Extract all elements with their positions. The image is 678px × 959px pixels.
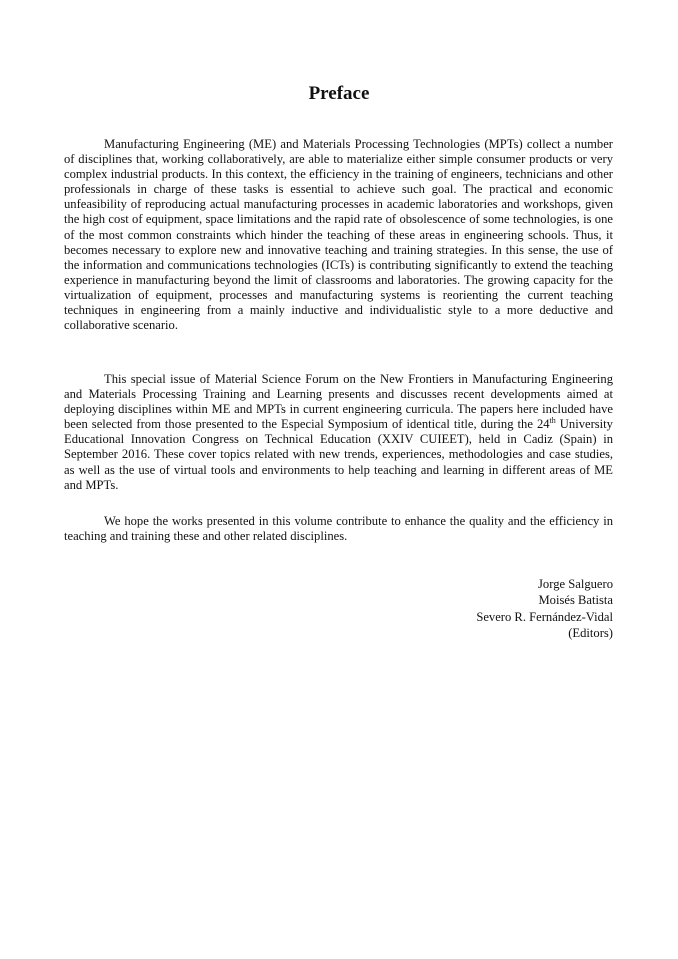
editor-name-3: Severo R. Fernández-Vidal xyxy=(476,609,613,624)
editor-name-1: Jorge Salguero xyxy=(538,577,613,591)
editors-role: (Editors) xyxy=(568,625,613,640)
paragraph-special-issue-text-end: University Educational Innovation Congress on Technical Education (XXIV CUIEET), held in Cadiz (Spain) in September 2016. These cover topics related with new trends, experiences, methodologies and case studies, as well as the use of virtual tools and environments to help teaching and learning in different areas of ME and MPTs. xyxy=(64,417,613,492)
paragraph-intro xyxy=(64,137,613,333)
editors-signature-block xyxy=(476,576,613,641)
page-title: Preface xyxy=(308,83,370,104)
ordinal-superscript: th xyxy=(549,416,556,426)
paragraph-intro-text: Manufacturing Engineering (ME) and Materials Processing Technologies (MPTs) collect a number of disciplines that, working collaboratively, are able to materialize either simple consumer products or very complex industrial products. In this context, the efficiency in the training of engineers, technicians and other professionals in charge of these tasks is essential to achieve such goal. The practical and economic unfeasibility of reproducing actual manufacturing processes in academic laboratories and workshops, given the high cost of equipment, space limitations and the rapid rate of obsolescence of some technologies, is one of the most common constraints which hinder the teaching of these areas in engineering schools. Thus, it becomes necessary to explore new and innovative teaching and training strategies. In this sense, the use of the information and communications technologies (ICTs) is contributing significantly to extend the teaching experience in manufacturing beyond the limit of classrooms and laboratories. The growing capacity for the virtualization of equipment, processes and manufacturing systems is reorienting the current teaching techniques in engineering from a mainly inductive and individualistic style to a more deductive and collaborative scenario. xyxy=(64,137,613,333)
paragraph-closing-text: We hope the works presented in this volume contribute to enhance the quality and the efficiency in teaching and training these and other related disciplines. xyxy=(64,514,613,544)
paragraph-closing xyxy=(64,514,613,544)
paragraph-special-issue xyxy=(64,372,613,493)
paragraph-special-issue-text-start: This special issue of Material Science Forum on the New Frontiers in Manufacturing Engineering and Materials Processing Training and Learning presents and discusses recent developments aimed at deploying disciplines within ME and MPTs in current engineering curricula. The papers here included have been selected from those presented to the Especial Symposium of identical title, during the 24 xyxy=(64,372,613,432)
editor-name-2: Moisés Batista xyxy=(538,593,613,608)
